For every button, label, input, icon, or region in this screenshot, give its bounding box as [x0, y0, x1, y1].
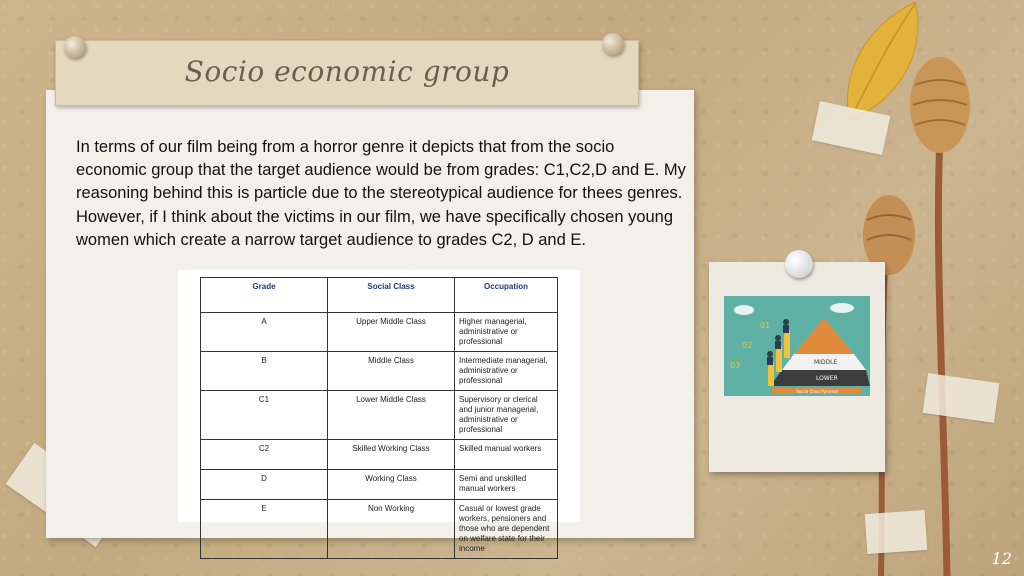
pin-right: [602, 33, 624, 55]
grade-cell: D: [201, 470, 328, 500]
grade-cell: A: [201, 313, 328, 352]
pyramid-tier-middle: MIDDLE: [814, 359, 838, 366]
header-grade: Grade: [201, 278, 328, 313]
tape-bottom-right: [865, 510, 928, 554]
header-occupation: Occupation: [455, 278, 558, 313]
occupation-cell: Semi and unskilled manual workers: [455, 470, 558, 500]
class-cell: Skilled Working Class: [328, 440, 455, 470]
grade-cell: C2: [201, 440, 328, 470]
social-grade-table: [200, 277, 558, 559]
page-number: 12: [991, 549, 1012, 568]
table-row: [201, 313, 558, 352]
pyramid-caption: Social Class Pyramid: [796, 389, 838, 394]
occupation-cell: Skilled manual workers: [455, 440, 558, 470]
table-row: [201, 391, 558, 440]
pyramid-number-1: 01: [760, 321, 771, 330]
header-social-class: Social Class: [328, 278, 455, 313]
grades-table-image: [178, 270, 580, 553]
table-row: [201, 500, 558, 559]
grade-cell: B: [201, 352, 328, 391]
pin-left: [64, 36, 86, 58]
body-paragraph: In terms of our film being from a horror genre it depicts that from the socio economic group that the target audience would be from grades: C1,C2,D and E. My reasoning behind this is particle due to the stereotypical audience for thees genres. However, if I think about the victims in our film, we have specifically chosen young women which create a narrow target audience to grades C2, D and E.: [76, 138, 686, 249]
occupation-cell: Higher managerial, administrative or professional: [455, 313, 558, 352]
slide-title: Socio economic group: [184, 55, 510, 88]
social-class-pyramid-image: [724, 296, 870, 396]
pyramid-graphic: [724, 296, 870, 396]
occupation-cell: Intermediate managerial, administrative or professional: [455, 352, 558, 391]
title-banner: [55, 40, 639, 106]
pin-polaroid: [785, 250, 813, 278]
grade-cell: E: [201, 500, 328, 559]
pyramid-tier-lower: LOWER: [816, 375, 838, 382]
class-cell: Non Working: [328, 500, 455, 559]
class-cell: Upper Middle Class: [328, 313, 455, 352]
grade-cell: C1: [201, 391, 328, 440]
table-row: [201, 470, 558, 500]
polaroid-frame: [709, 262, 885, 472]
class-cell: Middle Class: [328, 352, 455, 391]
class-cell: Working Class: [328, 470, 455, 500]
occupation-cell: Casual or lowest grade workers, pensioners and those who are dependent on welfare state for their income: [455, 500, 558, 559]
class-cell: Lower Middle Class: [328, 391, 455, 440]
pyramid-number-3: 03: [730, 361, 741, 370]
table-row: [201, 440, 558, 470]
table-row: [201, 352, 558, 391]
occupation-cell: Supervisory or clerical and junior managerial, administrative or professional: [455, 391, 558, 440]
pyramid-number-2: 02: [742, 341, 753, 350]
